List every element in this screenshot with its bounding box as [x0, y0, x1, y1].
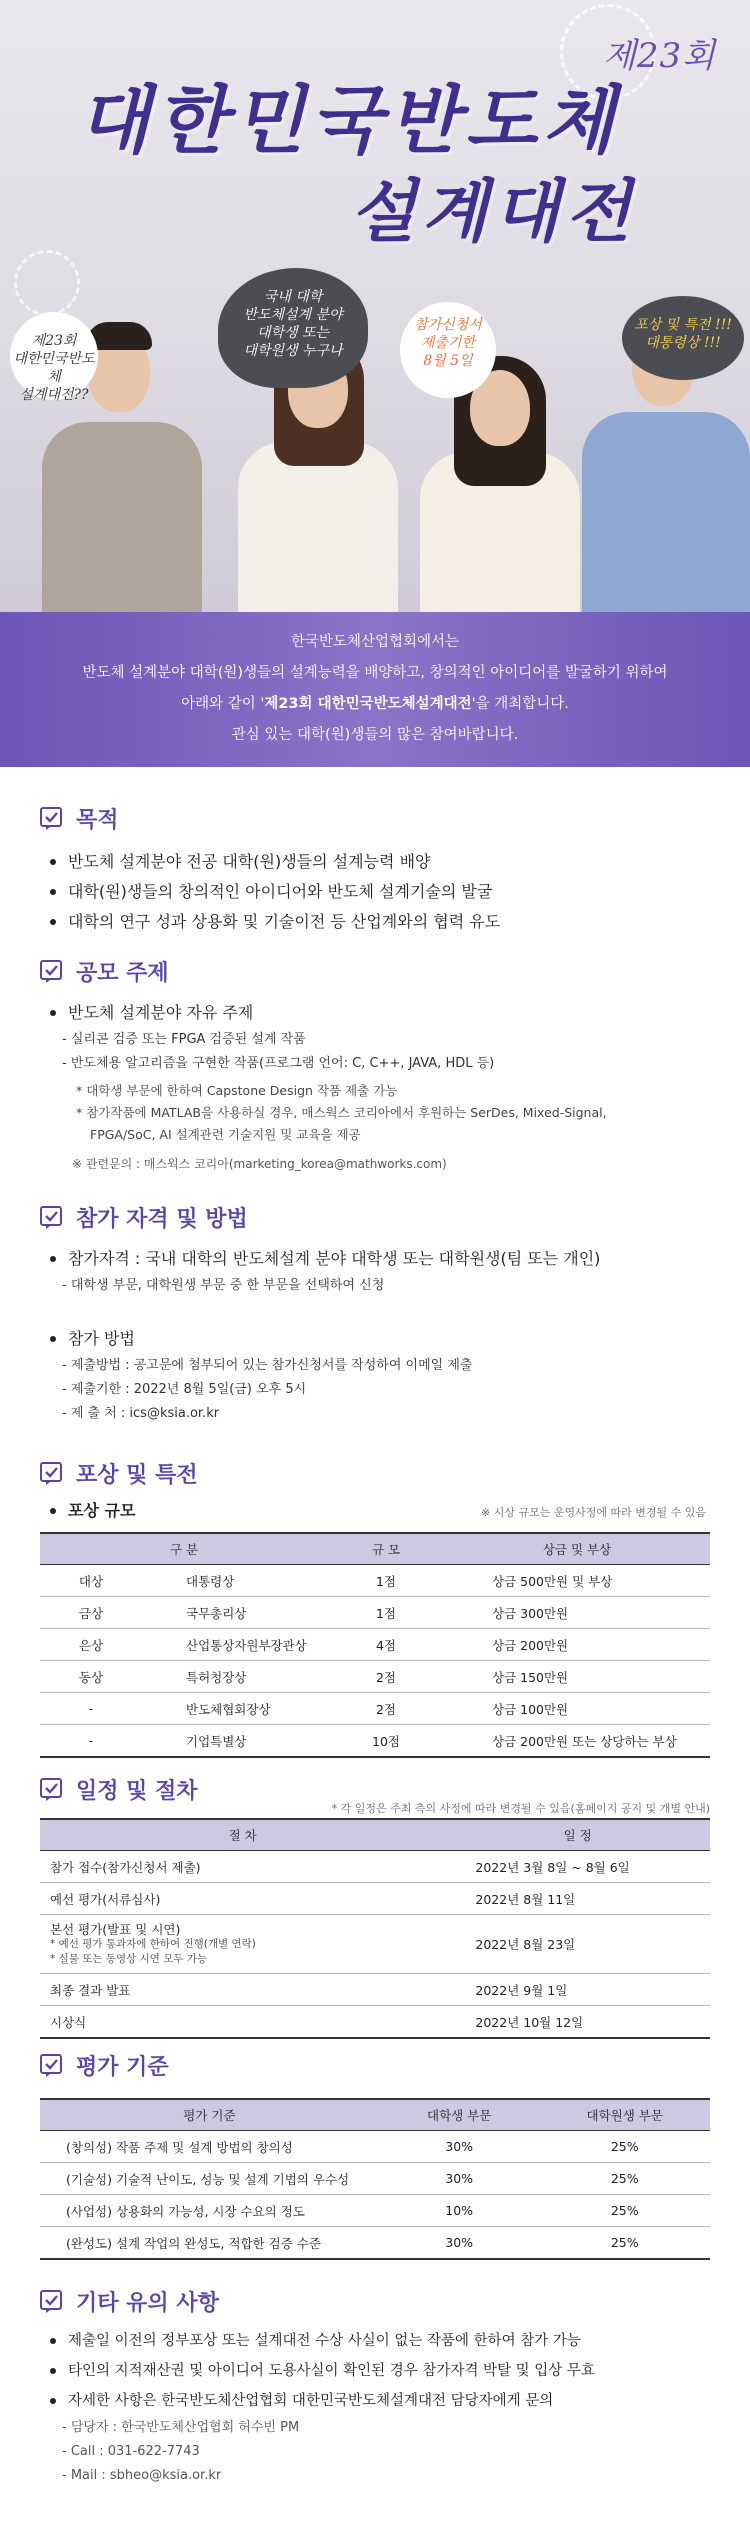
column-header: 대학생 부문: [379, 2099, 540, 2131]
schedule-note: * 각 일정은 주최 측의 사정에 따라 변경될 수 있음(홈페이지 공지 및 개별 안내): [331, 1802, 710, 1815]
list-item: 반도체 설계분야 자유 주제: [0, 998, 750, 1028]
sub-item: - 실리콘 검증 또는 FPGA 검증된 설계 작품: [62, 1032, 306, 1047]
section-title: 기타 유의 사항: [76, 2291, 219, 2316]
table-row: (기술성) 기술적 난이도, 성능 및 설계 기법의 우수성 30% 25%: [40, 2163, 710, 2195]
intro-line: 반도체 설계분야 대학(원)생들의 설계능력을 배양하고, 창의적인 아이디어를 발굴하기 위하여: [82, 665, 668, 681]
table-row: - 반도체협회장상 2점 상금 100만원: [40, 1693, 710, 1725]
hero-banner: [0, 0, 750, 612]
title-line-1: 대한민국반도체: [78, 78, 621, 164]
table-row: 본선 평가(발표 및 시연) * 예선 평가 통과자에 한하여 진행(개별 연락) * 실물 또는 동영상 시연 모두 가능 2022년 8월 23일: [40, 1915, 710, 1974]
section-notes: [0, 2286, 750, 2488]
document-check-icon: [40, 807, 66, 831]
document-check-icon: [40, 1778, 66, 1802]
table-row: 은상 산업통상자원부장관상 4점 상금 200만원: [40, 1629, 710, 1661]
table-row: (창의성) 작품 주제 및 설계 방법의 창의성 30% 25%: [40, 2131, 710, 2163]
title-line-2: 설계대전: [350, 172, 637, 252]
section-schedule: [0, 1774, 750, 1815]
section-topic: [0, 956, 750, 1176]
contact-item: - Call : 031-622-7743: [62, 2444, 200, 2459]
intro-line: 한국반도체산업협회에서는: [290, 634, 460, 650]
list-item: 자세한 사항은 한국반도체산업협회 대한민국반도체설계대전 담당자에게 문의: [0, 2386, 750, 2416]
column-header: 일 정: [445, 1819, 710, 1851]
section-purpose: [0, 803, 750, 937]
table-row: 금상 국무총리상 1점 상금 300만원: [40, 1597, 710, 1629]
email-link[interactable]: - 제 출 처 : ics@ksia.or.kr: [62, 1406, 220, 1421]
speech-bubble: 포상 및 특전 !!! 대통령상 !!!: [622, 296, 744, 380]
speech-bubble: 국내 대학 반도체설계 분야 대학생 또는 대학원생 누구나: [218, 268, 368, 388]
awards-table: [40, 1532, 710, 1758]
document-check-icon: [40, 960, 66, 984]
section-title: 참가 자격 및 방법: [76, 1207, 248, 1232]
column-header: 규 모: [328, 1533, 444, 1565]
awards-note: ※ 시상 규모는 운영사정에 따라 변경될 수 있음: [481, 1506, 706, 1519]
email-link[interactable]: - Mail : sbheo@ksia.or.kr: [62, 2468, 222, 2483]
table-row: 예선 평가(서류심사) 2022년 8월 11일: [40, 1883, 710, 1915]
table-row: 대상 대통령상 1점 상금 500만원 및 부상: [40, 1565, 710, 1597]
intro-banner: [0, 612, 750, 767]
edition-label: 제23회: [603, 36, 716, 76]
decorative-circle: [14, 250, 80, 316]
intro-line: 아래와 같이 '제23회 대한민국반도체설계대전'을 개최합니다.: [181, 696, 569, 712]
column-header: 평가 기준: [40, 2099, 379, 2131]
sub-item: - 제출방법 : 공고문에 첨부되어 있는 참가신청서를 작성하여 이메일 제출: [62, 1358, 473, 1373]
table-row: - 기업특별상 10점 상금 200만원 또는 상당하는 부상: [40, 1725, 710, 1758]
column-header: 절 차: [40, 1819, 445, 1851]
section-eligibility: [0, 1202, 750, 1426]
contest-name: 제23회 대한민국반도체설계대전: [264, 696, 472, 712]
list-item: 대학의 연구 성과 상용화 및 기술이전 등 산업계와의 협력 유도: [0, 907, 750, 937]
document-check-icon: [40, 1462, 66, 1486]
table-row: 최종 결과 발표 2022년 9월 1일: [40, 1974, 710, 2006]
list-item: 참가 방법: [0, 1324, 750, 1354]
speech-bubble: 참가신청서 제출기한 8월 5일: [400, 302, 496, 398]
evaluation-table: [40, 2098, 710, 2260]
speech-bubble: 제23회 대한민국반도체 설계대전??: [10, 312, 98, 400]
list-item: 타인의 지적재산권 및 아이디어 도용사실이 확인된 경우 참가자격 박탈 및 입상 무효: [0, 2356, 750, 2386]
list-item: 포상 규모: [0, 1496, 750, 1526]
section-title: 공모 주제: [76, 961, 169, 986]
section-title: 포상 및 특전: [76, 1463, 198, 1488]
column-header: 구 분: [40, 1533, 328, 1565]
table-row: 동상 특허청장상 2점 상금 150만원: [40, 1661, 710, 1693]
sub-item: - 제출기한 : 2022년 8월 5일(금) 오후 5시: [62, 1382, 307, 1397]
note-item: * 대학생 부문에 한하여 Capstone Design 작품 제출 가능: [76, 1083, 398, 1098]
table-row: 시상식 2022년 10월 12일: [40, 2006, 710, 2039]
sub-item: - 대학생 부문, 대학원생 부문 중 한 부문을 선택하여 신청: [62, 1278, 385, 1293]
section-title: 일정 및 절차: [76, 1779, 198, 1804]
section-title: 목적: [76, 808, 119, 833]
intro-line: 관심 있는 대학(원)생들의 많은 참여바랍니다.: [231, 727, 519, 743]
section-evaluation: [0, 2050, 750, 2084]
contact-note: ※ 관련문의 : 매스웍스 코리아(marketing_korea@mathworks.com): [72, 1157, 447, 1171]
column-header: 상금 및 부상: [444, 1533, 710, 1565]
note-item: FPGA/SoC, AI 설계관련 기술지원 및 교육을 제공: [90, 1127, 361, 1142]
section-awards: [0, 1458, 750, 1526]
list-item: 제출일 이전의 정부포상 또는 설계대전 수상 사실이 없는 작품에 한하여 참가 가능: [0, 2326, 750, 2356]
table-row: 참가 접수(참가신청서 제출) 2022년 3월 8일 ~ 8월 6일: [40, 1851, 710, 1883]
table-row: (사업성) 상용화의 가능성, 시장 수요의 정도 10% 25%: [40, 2195, 710, 2227]
section-title: 평가 기준: [76, 2055, 169, 2080]
document-check-icon: [40, 1206, 66, 1230]
contact-item: - 담당자 : 한국반도체산업협회 허수빈 PM: [62, 2420, 300, 2435]
document-check-icon: [40, 2290, 66, 2314]
note-item: * 참가작품에 MATLAB을 사용하실 경우, 매스웍스 코리아에서 후원하는 SerDes, Mixed-Signal,: [76, 1105, 607, 1120]
list-item: 참가자격 : 국내 대학의 반도체설계 분야 대학생 또는 대학원생(팀 또는 개인): [0, 1244, 750, 1274]
list-item: 대학(원)생들의 창의적인 아이디어와 반도체 설계기술의 발굴: [0, 877, 750, 907]
table-row: (완성도) 설계 작업의 완성도, 적합한 검증 수준 30% 25%: [40, 2227, 710, 2260]
column-header: 대학원생 부문: [539, 2099, 710, 2131]
list-item: 반도체 설계분야 전공 대학(원)생들의 설계능력 배양: [0, 847, 750, 877]
document-check-icon: [40, 2054, 66, 2078]
schedule-table: [40, 1818, 710, 2039]
sub-item: - 반도체용 알고리즘을 구현한 작품(프로그램 언어: C, C++, JAVA, HDL 등): [62, 1056, 495, 1071]
